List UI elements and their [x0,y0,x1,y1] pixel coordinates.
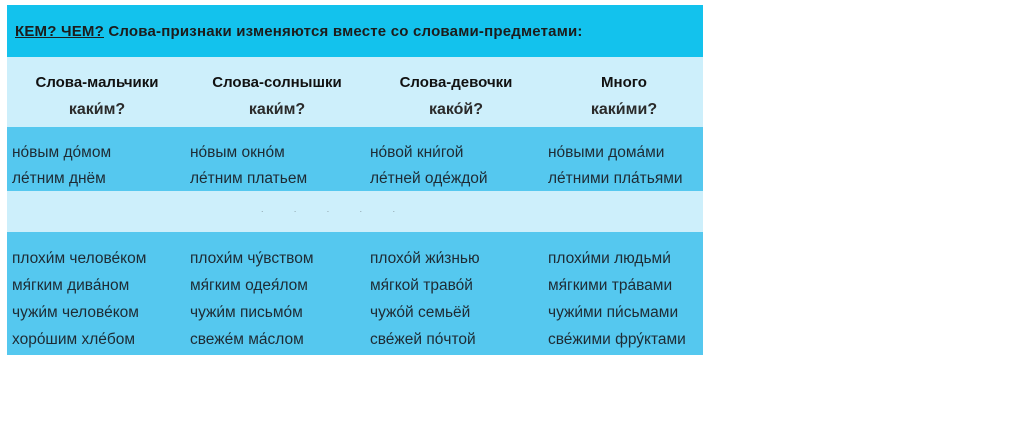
group1-row [7,127,703,191]
header-row [7,57,703,127]
header-question: каки́ми? [590,101,658,118]
phrase: но́вым окно́м [190,144,285,161]
group1-feminine-cell [367,127,545,191]
group2-row [7,232,703,355]
phrase: хоро́шим хле́бом [12,331,136,348]
group2-feminine-cell [367,232,545,355]
phrase: мя́гким одея́лом [190,277,308,294]
separator-row [7,191,703,232]
table-title [7,23,583,40]
phrase: чужи́м челове́ком [12,304,139,321]
header-name: Слова-солнышки [212,74,342,91]
title-text: Слова-признаки изменяются вместе со словами-предметами: [104,22,583,40]
separator-dots: · · · · · [260,207,410,216]
phrase: мя́гкой траво́й [370,277,473,294]
header-neuter [187,57,367,127]
phrase: плохи́ми людьми́ [548,250,671,267]
phrase: чужи́м письмо́м [190,304,303,321]
phrase: свеже́м ма́слом [190,331,304,348]
header-question: како́й? [428,101,484,118]
header-plural [545,57,703,127]
grammar-table [7,5,703,355]
header-masculine [7,57,187,127]
phrase: ле́тней оде́ждой [370,170,488,187]
phrase: све́жими фру́ктами [548,331,686,348]
group2-neuter-cell [187,232,367,355]
header-question: каки́м? [68,101,126,118]
header-question: каки́м? [248,101,306,118]
phrase: чужи́ми пи́сьмами [548,304,679,321]
header-name: Слова-мальчики [35,74,159,91]
phrase: плохо́й жи́знью [370,250,480,267]
phrase: ле́тним платьем [190,170,308,187]
phrase: ле́тними пла́тьями [548,170,683,187]
phrase: но́вым до́мом [12,144,112,161]
phrase: мя́гкими тра́вами [548,277,673,294]
phrase: но́вой кни́гой [370,144,464,161]
phrase: чужо́й семьёй [370,304,471,321]
title-row [7,5,703,57]
group1-neuter-cell [187,127,367,191]
header-name: Слова-девочки [399,74,513,91]
header-name: Много [601,74,647,91]
group1-masculine-cell [7,127,187,191]
title-questions: КЕМ? ЧЕМ? [15,22,104,40]
phrase: плохи́м чу́вством [190,250,314,267]
phrase: но́выми дома́ми [548,144,665,161]
phrase: ле́тним днём [12,170,106,187]
group1-plural-cell [545,127,703,191]
group2-masculine-cell [7,232,187,355]
phrase: све́жей по́чтой [370,331,476,348]
group2-plural-cell [545,232,703,355]
header-feminine [367,57,545,127]
phrase: плохи́м челове́ком [12,250,147,267]
phrase: мя́гким дива́ном [12,277,130,294]
